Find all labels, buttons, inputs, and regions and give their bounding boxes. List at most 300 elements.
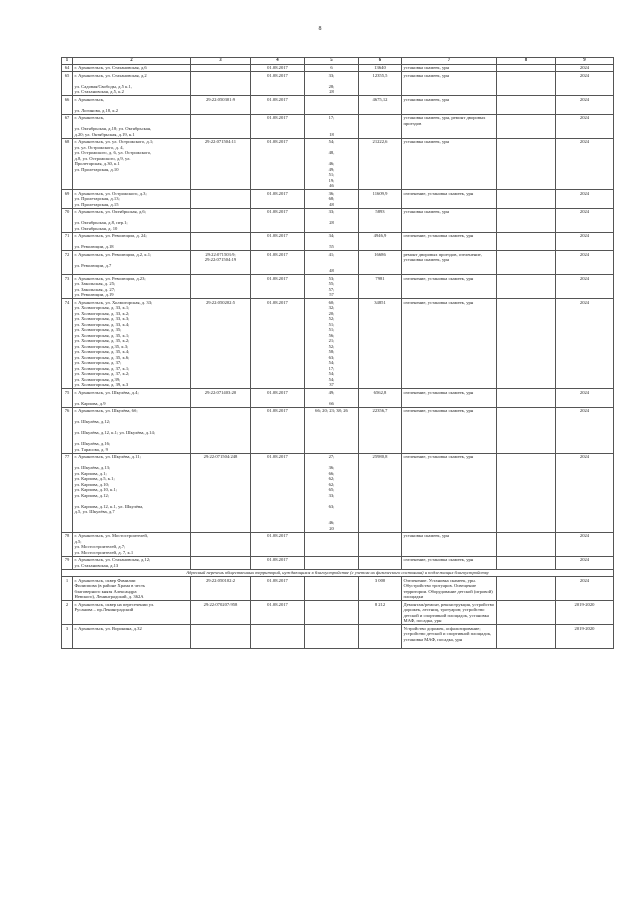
places-cell-line: 57 [329,292,334,297]
address-cell [73,190,191,209]
cadastre-cell-line: 29:22:050301:9 [205,96,236,102]
places-cell-line: 52; [328,316,335,321]
cadastre-cell [191,625,251,649]
empty-cell [497,251,556,275]
table-row [62,72,614,96]
places-cell [305,96,359,115]
places-cell-line [307,533,357,539]
year-cell: 2024 [556,251,614,275]
places-cell-line: 41; [328,251,335,257]
cadastre-cell [191,72,251,96]
date-cell: 01.08.2017 [251,208,305,232]
row-number: 64 [62,64,73,72]
address-cell [73,625,191,649]
address-cell-line: ул. Холмогорская, д. 35, к.1; [74,332,130,338]
area-cell [359,625,402,649]
places-cell [305,138,359,190]
cadastre-cell-line [193,408,249,414]
cadastre-cell [191,64,251,72]
address-cell [73,138,191,190]
cadastre-cell-line [193,233,249,239]
page-number: 8 [318,26,322,32]
places-cell-line: 17; [328,365,335,371]
address-cell-line: г. Архангельск, ул. Октябрьская, д.6; [74,209,146,214]
table-row [62,251,614,275]
address-cell-line: г. Архангельск, ул. Острожского, д.3; [74,190,147,196]
places-cell-line: 68; [328,196,335,201]
date-cell: 01.08.2017 [251,601,305,625]
row-number: 75 [62,389,73,408]
address-cell-line: ул. Стахановская, д.13 [74,562,119,568]
year-cell: 2024 [556,208,614,232]
address-cell [73,389,191,408]
address-cell-line: Пролетарская, д.30, к.1 [74,161,120,166]
address-cell [73,577,191,601]
works-cell: установка скамеек, урн [402,532,497,556]
col-2: 2 [73,58,191,65]
date-cell: 01.08.2017 [251,556,305,569]
address-cell-line: ул. Карпова, д.10, к.1; [74,487,118,492]
empty-cell [497,275,556,299]
cadastre-cell-line [193,533,249,539]
section-row [62,569,614,577]
area-cell: 34851 [359,299,402,389]
places-cell-line [307,626,357,632]
places-cell-line: 48 [329,201,334,207]
table-row [62,625,614,649]
date-cell [251,625,305,649]
places-cell-line: 58; [328,349,335,354]
works-cell: установка скамеек, урн [402,64,497,72]
address-cell-line: ул. Октябрьская, д.8, пер.1; [74,220,128,225]
address-cell-line: ул. Закольская, д. 27; [74,286,116,292]
address-cell-line: г. Архангельск, ул. ул. Острожского, д.1; [74,139,154,144]
places-cell-line: 63; [328,354,335,360]
address-cell-line: ул. Холмогорская, д. 33, к.4; [74,321,130,327]
area-cell: 5893 [359,208,402,232]
address-cell-line: ул. Шкулёва, д.13; [74,465,111,470]
date-cell: 01.08.2017 [251,389,305,408]
address-cell [73,556,191,569]
empty-cell [497,96,556,115]
empty-cell [497,453,556,532]
year-cell: 2024 [556,96,614,115]
address-cell-line: ул. Острожского, д. 6, ул. Острожского, [74,150,152,155]
works-cell: озеленение, установка скамеек, урн [402,299,497,389]
row-number: 68 [62,138,73,190]
address-cell [73,601,191,625]
year-cell: 2024 [556,556,614,569]
address-cell-line: ул. Мостостроителей, д.7; [74,544,126,549]
row-number: 78 [62,532,73,556]
address-cell-line: Филиппова (в районе Храма в честь [74,583,146,588]
row-number: 1 [62,577,73,601]
places-cell-line: 60; [328,299,335,305]
places-cell [305,114,359,138]
address-cell-line: ул. Стахановская, д.5, к.2 [74,89,124,94]
places-cell-line: 56; [328,332,335,338]
address-cell [73,275,191,299]
row-number: 72 [62,251,73,275]
address-cell-line: ул. Холмогорская, д. 33, к.2; [74,310,130,316]
date-cell: 01.08.2017 [251,275,305,299]
address-cell-line: д.5, ул. Шкулёва, д.7 [74,509,115,514]
places-cell-line: 46 [329,183,334,188]
year-cell: 2024 [556,299,614,389]
table-row [62,138,614,190]
empty-cell [497,190,556,209]
year-cell: 2024 [556,138,614,190]
address-cell-line: ул. Холмогорская, д.39; [74,376,121,382]
places-cell-line [307,578,357,584]
row-number: 70 [62,208,73,232]
address-cell [73,232,191,251]
year-cell: 2024 [556,453,614,532]
cadastre-cell-line: 29:22:071504:248 [203,454,238,459]
area-cell: 13640 [359,64,402,72]
works-cell: Устройство дорожек, асфальтирование; устройство детской и спортивной площадок, установка МАФ, посадка, урн [402,625,497,649]
places-cell [305,407,359,453]
cadastre-cell-line [193,73,249,79]
works-cell: установка скамеек, урн [402,96,497,115]
address-cell-line: ул. Холмогорская, д. 37; [74,360,122,365]
works-cell: озеленение, установка скамеек, урн [402,453,497,532]
places-cell-line: 37 [329,382,334,387]
places-cell-line: 51; [328,327,335,332]
address-cell-line: ул. Шкулёва, д.12, к.1; ул. Шкулёва, д.14; [74,430,156,435]
area-cell: 22356,7 [359,407,402,453]
year-cell: 2024 [556,532,614,556]
places-cell [305,532,359,556]
places-cell-line: 28; [328,83,335,89]
date-cell: 01.08.2017 [251,190,305,209]
places-cell [305,251,359,275]
address-cell-line: г. Архангельск, ул. Революции, д.2, к.1; [74,251,152,257]
places-cell-line: 28 [329,220,334,225]
address-cell-line: ул. Октябрьская, д. 10 [74,225,118,231]
cadastre-cell-line: 29:22:071503:9; [205,251,236,257]
address-cell [73,114,191,138]
places-cell-line: 55; [328,281,335,286]
places-cell-line: 19; [328,177,335,183]
places-cell [305,208,359,232]
places-cell [305,190,359,209]
address-cell-line: ул. Шкулёва, д.12; [74,419,111,424]
address-cell-line: ул. Холмогорская, д. 39, к.3 [74,382,129,387]
address-cell-line: г. Архангельск, ул. Стахановская, д.6 [74,65,147,70]
date-cell: 01.08.2017 [251,407,305,453]
cadastre-cell [191,96,251,115]
address-cell-line: ул. Тарасова, д. 9 [74,446,108,452]
date-cell: 01.08.2017 [251,64,305,72]
address-cell-line: ул. Революции, д.7 [74,262,112,268]
places-cell-line: 49; [328,389,335,395]
places-cell-line: 66; [328,470,335,476]
empty-cell [497,577,556,601]
address-cell-line: г. Архангельск, ул. Революции, д. 24; [74,233,147,238]
address-cell-line: д.5; [74,538,82,544]
area-cell: 21222,6 [359,138,402,190]
cadastre-cell [191,190,251,209]
address-cell [73,532,191,556]
cadastre-cell [191,275,251,299]
places-cell-line: 36; [328,465,335,470]
address-cell-line: ул. Революции, д.18 [74,244,114,249]
col-6: 6 [359,58,402,65]
works-cell: озеленение, установка скамеек, урн [402,407,497,453]
table-row [62,532,614,556]
works-cell: ремонт дворовых проездов, озеленение, установка скамеек, урн [402,251,497,275]
places-cell [305,64,359,72]
places-cell-line: 17; [328,115,335,120]
places-cell-line: 48 [329,268,334,273]
address-cell-line: ул. Закольская, д. 25; [74,281,116,286]
address-cell-line: ул. Холмогорская, д. 37, к.2; [74,371,130,376]
date-cell: 01.08.2017 [251,96,305,115]
cadastre-cell [191,601,251,625]
date-cell: 01.08.2017 [251,299,305,389]
places-cell-line: 21; [328,338,335,343]
places-cell-line: 66; 20; 23; 38; 26 [315,408,348,413]
area-cell: 7981 [359,275,402,299]
address-cell-line: ул. Мостостроителей, д. 7, к.1 [74,549,134,555]
places-cell-line: 52; [328,343,335,349]
area-cell [359,556,402,569]
address-cell-line: г. Архангельск, ул. Мостостроителей, [74,533,148,538]
year-cell: 2024 [556,577,614,601]
row-number: 67 [62,114,73,138]
places-cell [305,577,359,601]
row-number: 3 [62,625,73,649]
places-cell-line [307,557,357,563]
works-cell: установка скамеек, урн [402,138,497,190]
area-cell: 12355,5 [359,72,402,96]
empty-cell [497,407,556,453]
address-cell-line: Русанова – пр.Ленинградский [74,607,134,612]
places-cell-line: 63; [328,503,335,509]
cadastre-cell-line [193,191,249,197]
address-cell-line: благоверного князя Александра [74,588,137,594]
date-cell: 01.08.2017 [251,577,305,601]
address-cell [73,208,191,232]
places-cell-line: 62; [328,476,335,481]
cadastre-cell-line [193,65,249,71]
places-cell-line [307,602,357,608]
table-row [62,232,614,251]
table-row [62,556,614,569]
cadastre-cell-line [193,626,249,632]
address-cell-line: г. Архангельск, ул. Воронина, д.32 [74,625,142,631]
table-row [62,453,614,532]
area-cell [359,114,402,138]
address-cell-line: г. Архангельск, [74,96,105,102]
address-cell-line: ул. Холмогорская, д. 33, к.1; [74,305,130,310]
area-cell: 4675,12 [359,96,402,115]
empty-cell [497,532,556,556]
address-cell-line: ул. Революции, д.19 [74,292,114,297]
col-3: 3 [191,58,251,65]
cadastre-cell [191,232,251,251]
cadastre-cell [191,208,251,232]
places-cell-line: 32; [328,305,335,310]
address-cell-line: г. Архангельск, ул. Шкулёва, 6б; [74,408,138,413]
places-cell-line: 55 [329,244,334,249]
table-row [62,389,614,408]
row-number: 79 [62,556,73,569]
places-cell-line: 62; [328,481,335,487]
places-cell [305,72,359,96]
address-cell-line: г. Архангельск, ул. Стахановская, д.12; [74,557,151,562]
address-cell-line: ул. Холмогорская, д. 37, к.1; [74,365,130,371]
places-cell-line: 53; [328,275,335,281]
address-cell-line: ул. Карпова, д.12; [74,492,110,498]
year-cell: 2019-2020 [556,625,614,649]
empty-cell [497,556,556,569]
year-cell: 2024 [556,389,614,408]
places-cell [305,299,359,389]
table-row [62,114,614,138]
empty-cell [497,138,556,190]
places-cell-line: 27; [328,454,335,459]
table-row [62,275,614,299]
area-cell: 6562,8 [359,389,402,408]
address-cell-line: г. Архангельск, [74,115,105,120]
year-cell: 2024 [556,232,614,251]
address-cell-line: ул. Пролетарская, д.10 [74,166,119,172]
places-cell-line: 18 [329,131,334,137]
table-row [62,407,614,453]
address-cell-line: Невского), Ленинградский, д. 362А [74,594,144,599]
year-cell: 2024 [556,190,614,209]
places-cell-line: 28 [329,89,334,94]
year-cell: 2019-2020 [556,601,614,625]
address-cell-line: ул. Холмогорская, д.35, к.3; [74,343,129,349]
places-cell-line: 66 [329,400,334,406]
places-cell [305,232,359,251]
date-cell: 01.08.2017 [251,114,305,138]
date-cell: 01.08.2017 [251,453,305,532]
works-cell: озеленение, установка скамеек, урн [402,275,497,299]
section-title: Адресный перечень общественных территорий, нуждающихся в благоустройстве (с учетом их физического состояния) и подлежащих благоустройству [62,569,614,577]
row-number: 2 [62,601,73,625]
address-cell [73,299,191,389]
year-cell: 2024 [556,275,614,299]
area-cell: 16686 [359,251,402,275]
table-row [62,64,614,72]
address-cell-line: ул. Холмогорская, д. 35, к.2; [74,338,130,343]
cadastre-cell-line [193,276,249,282]
cadastre-cell-line [193,209,249,215]
address-cell-line: ул. Пролетарская, д.13; [74,196,120,201]
places-cell [305,389,359,408]
cadastre-cell-line: 29:22:050102:2 [205,577,236,583]
places-cell-line: 65; [328,487,335,492]
area-cell: 8 212 [359,601,402,625]
date-cell: 01.08.2017 [251,72,305,96]
places-cell-line: 54; [328,139,335,144]
area-cell: 25980,8 [359,453,402,532]
works-cell: озеленение, установка скамеек, урн [402,232,497,251]
cadastre-cell-line: 29:22:070207:958 [203,601,238,607]
row-number: 77 [62,453,73,532]
address-cell-line: ул. Холмогорская, д. 33, к.3; [74,316,130,321]
empty-cell [497,208,556,232]
empty-cell [497,299,556,389]
places-cell [305,453,359,532]
works-cell: установка скамеек, урн, ремонт дворовых проездов [402,114,497,138]
area-cell [359,532,402,556]
row-number: 76 [62,407,73,453]
row-number: 69 [62,190,73,209]
cadastre-cell-line: 29:22:071504:19 [204,257,237,262]
empty-cell [497,114,556,138]
area-cell: 3 000 [359,577,402,601]
col-9: 9 [556,58,614,65]
address-cell-line: ул. Карпова, д.9 [74,400,106,406]
address-cell [73,96,191,115]
cadastre-cell [191,453,251,532]
places-cell-line: 57; [328,286,335,292]
register-table [61,57,614,649]
places-cell-line: 20 [329,525,334,531]
row-number: 65 [62,72,73,96]
address-cell-line: ул. Октябрьская, д.18; ул. Октябрьская, [74,126,152,131]
address-cell-line: ул. Пролетарская, д.15 [74,201,119,207]
places-cell-line: 46; [328,520,335,525]
address-cell [73,407,191,453]
address-cell-line: ул. Холмогорская, д. 35, к.6; [74,354,130,360]
col-5: 5 [305,58,359,65]
table-row [62,601,614,625]
empty-cell [497,64,556,72]
table-row [62,208,614,232]
address-cell-line: ул. Карпова, д.12, к.1, ул. Шкулёва, [74,503,144,509]
cadastre-cell [191,577,251,601]
cadastre-cell [191,389,251,408]
row-number: 73 [62,275,73,299]
date-cell: 01.08.2017 [251,251,305,275]
cadastre-cell-line [193,557,249,563]
col-7: 7 [402,58,497,65]
places-cell [305,275,359,299]
empty-cell [497,389,556,408]
table-row [62,190,614,209]
places-cell-line: 20; [328,310,335,316]
address-cell-line: ул. ул. Острожского, д. 4, [74,144,124,150]
address-cell-line: ул. Карпова, д.1; [74,470,107,476]
year-cell: 2024 [556,72,614,96]
places-cell-line: 54; [328,371,335,376]
places-cell-line: 48, [328,150,335,155]
address-cell-line: ул. Карпова, д.10; [74,481,110,487]
empty-cell [497,232,556,251]
cadastre-cell [191,299,251,389]
places-cell-line: 36; [328,190,335,196]
places-cell-line [307,102,357,108]
works-cell: озеленение, установка скамеек, урн [402,389,497,408]
address-cell-line: г. Архангельск, ул. Революции, д.23; [74,275,146,281]
address-cell-line: ул. Садовая/Свободы, д.5 к.1, [74,83,132,89]
places-cell-line: 46; [328,161,335,166]
places-cell [305,601,359,625]
works-cell: озеленение, установка скамеек, урн [402,556,497,569]
col-8: 8 [497,58,556,65]
works-cell: Озеленение. Установка скамеек, урн. Обустройство тротуаров. Освещение территории. Оборудование детской (игровой) площадки [402,577,497,601]
cadastre-cell-line [193,115,249,121]
works-cell: установка скамеек, урн [402,208,497,232]
address-cell [73,64,191,72]
address-cell-line: г. Архангельск, ул. Стахановская, д.2 [74,72,147,78]
